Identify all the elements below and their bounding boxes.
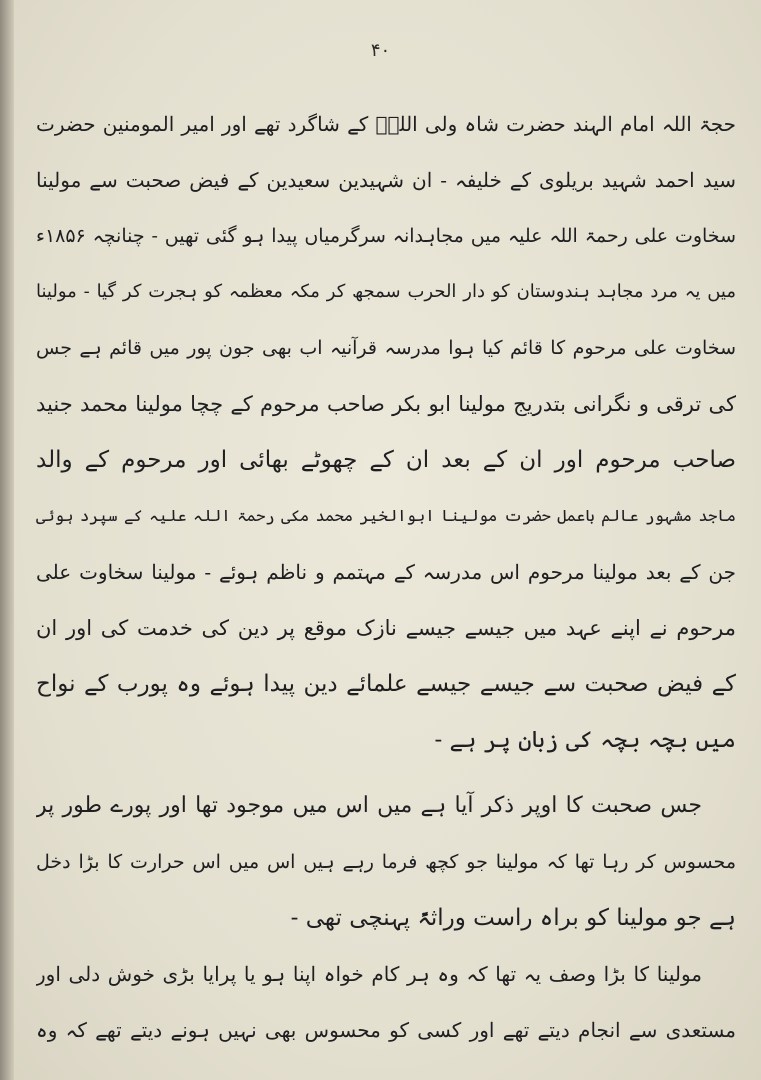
text-line: مستعدی سے انجام دیتے تھے اور کسی کو محسوس بھی نہیں ہونے دیتے تھے کہ وہ xyxy=(36,1018,736,1042)
text-line: جن کے بعد مولینا مرحوم اس مدرسہ کے مہتمم و ناظم ہوئے - مولینا سخاوت علی xyxy=(36,560,736,584)
page-binding-shadow xyxy=(0,0,14,1080)
text-line: میں یہ مرد مجاہد ہندوستان کو دار الحرب سمجھ کر مکہ معظمہ کو ہجرت کر گیا - مولینا xyxy=(36,281,736,302)
text-line: حجۃ اللہ امام الہند حضرت شاہ ولی اللہؒ کے شاگرد تھے اور امیر المومنین حضرت xyxy=(36,112,736,136)
page-number: ۴۰ xyxy=(370,40,391,61)
text-line: محسوس کر رہا تھا کہ مولینا جو کچھ فرما رہے ہیں اس میں اس حرارت کا بڑا دخل xyxy=(36,851,736,873)
text-line: کے فیض صحبت سے جیسے جیسے علمائے دین پیدا ہوئے وہ پورب کے نواح xyxy=(36,671,736,697)
text-line: مولینا کا بڑا وصف یہ تھا کہ وہ ہر کام خواہ اپنا ہو یا پرایا بڑی خوش دلی اور xyxy=(36,962,702,986)
text-line: صاحب مرحوم اور ان کے بعد ان کے چھوٹے بھائی اور مرحوم کے والد xyxy=(36,447,736,473)
text-line: سخاوت علی رحمۃ اللہ علیہ میں مجاہدانہ سرگرمیاں پیدا ہو گئی تھیں - چنانچہ ۱۸۵۶ء xyxy=(36,225,736,247)
text-line: ہے جو مولینا کو براہ راست وراثۃً پہنچی تھی - xyxy=(290,905,736,931)
text-line: جس صحبت کا اوپر ذکر آیا ہے میں اس میں موجود تھا اور پورے طور پر xyxy=(36,793,703,818)
text-line: سخاوت علی مرحوم کا قائم کیا ہوا مدرسہ قرآنیہ اب بھی جون پور میں قائم ہے جس xyxy=(36,337,736,359)
text-line: میں بچہ بچہ کی زبان پر ہے - xyxy=(434,727,736,753)
text-line: مرحوم نے اپنے عہد میں جیسے جیسے نازک موقع پر دین کی خدمت کی اور ان xyxy=(36,616,736,640)
text-line: سید احمد شہید بریلوی کے خلیفہ - ان شہیدین سعیدین کے فیض صحبت سے مولینا xyxy=(36,168,736,192)
body-text xyxy=(36,96,736,1058)
text-line: ماجد مشہور عالم باعمل حضرت مولینا ابوالخیر محمد مکی رحمۃ اللہ علیہ کے سپرد ہوئی xyxy=(36,506,736,525)
text-line: کی ترقی و نگرانی بتدریج مولینا ابو بکر صاحب مرحوم کے چچا مولینا محمد جنید xyxy=(36,392,736,416)
